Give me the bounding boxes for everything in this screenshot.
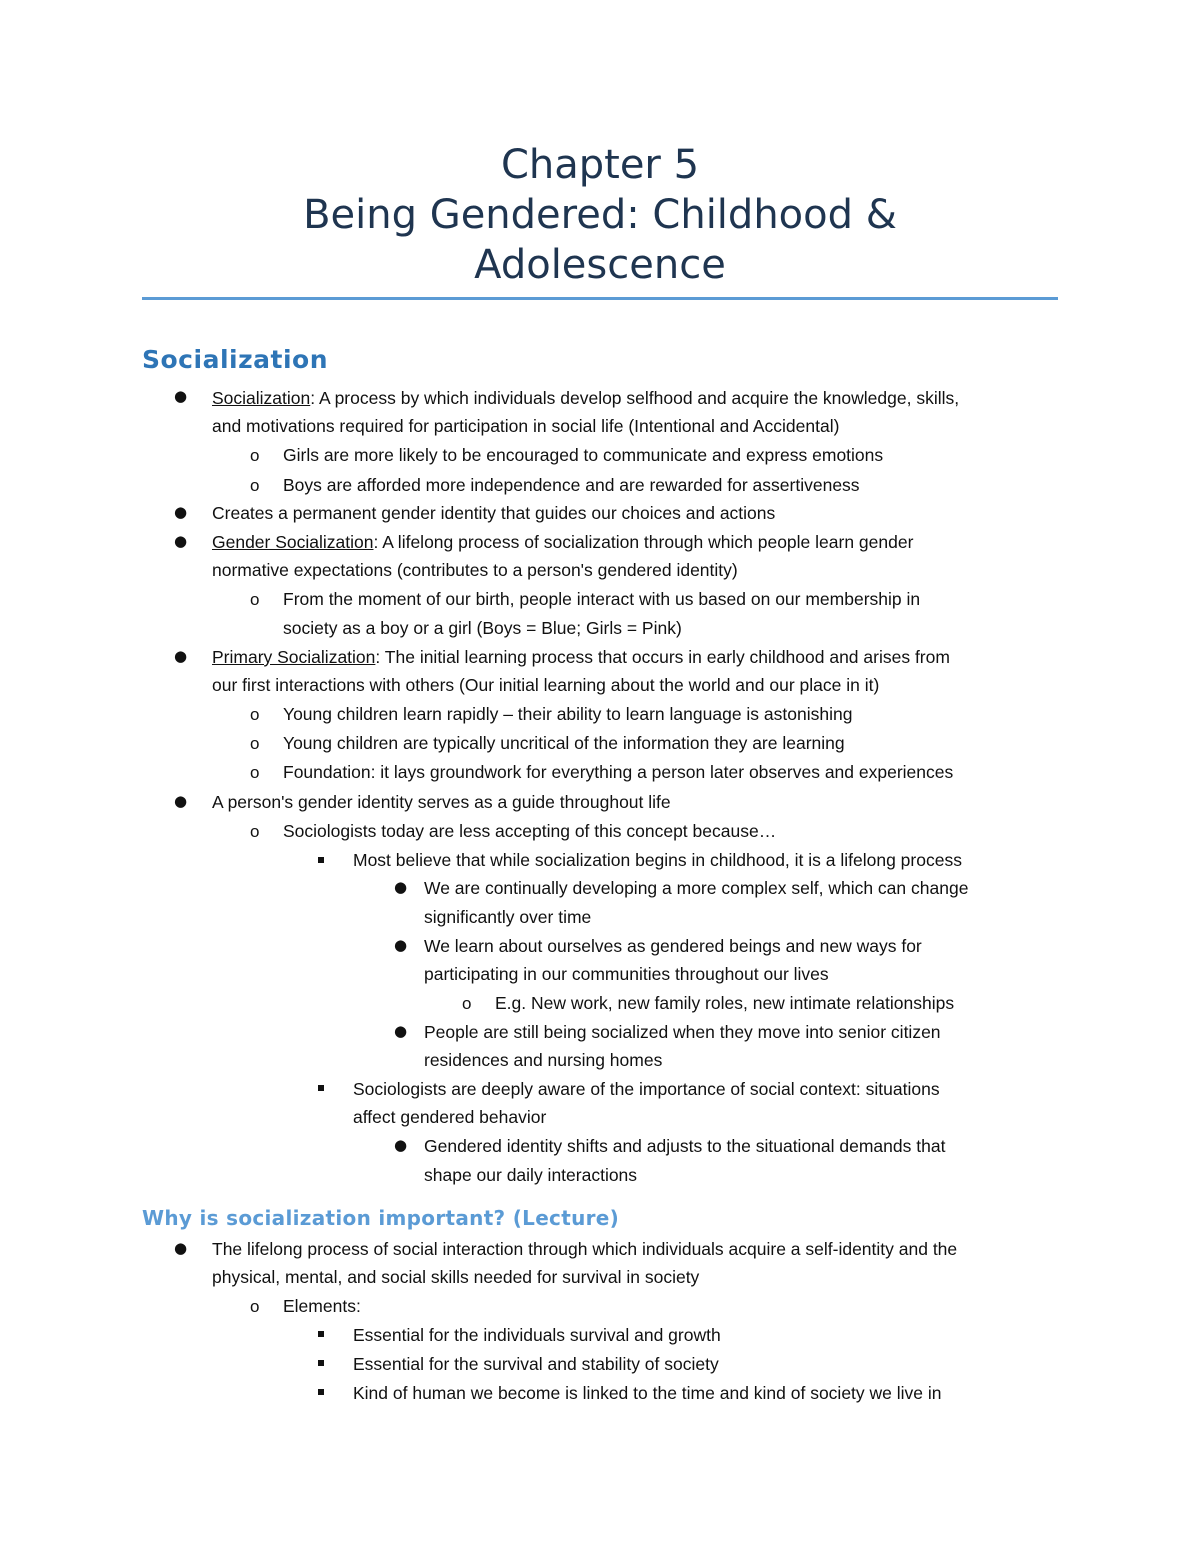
bullet-icon: ●	[174, 387, 188, 405]
circle-bullet-icon: o	[250, 476, 260, 495]
list-item: Boys are afforded more independence and are rewarded for assertiveness	[283, 475, 860, 495]
list-item: Elements:	[283, 1296, 361, 1316]
list-item: The lifelong process of social interaction through which individuals acquire a self-identity and the	[212, 1239, 958, 1259]
list-item-continued: our first interactions with others (Our initial learning about the world and our place in it)	[212, 675, 880, 695]
page-title-line2: Being Gendered: Childhood &	[303, 192, 897, 238]
circle-bullet-icon: o	[250, 763, 260, 782]
bullet-icon: ●	[394, 1022, 408, 1040]
term-label: Socialization	[212, 388, 311, 408]
list-item: E.g. New work, new family roles, new intimate relationships	[495, 993, 955, 1013]
list-item-continued: shape our daily interactions	[424, 1165, 638, 1185]
list-item-continued: participating in our communities throughout our lives	[424, 964, 829, 984]
list-item: A person's gender identity serves as a guide throughout life	[212, 792, 671, 812]
list-item: Kind of human we become is linked to the time and kind of society we live in	[353, 1383, 942, 1403]
list-item	[212, 386, 959, 410]
list-item-continued: society as a boy or a girl (Boys = Blue; Girls = Pink)	[283, 618, 682, 638]
list-item-continued: normative expectations (contributes to a person's gendered identity)	[212, 560, 738, 580]
list-item: Sociologists are deeply aware of the importance of social context: situations	[353, 1079, 940, 1099]
list-item-text: : A process by which individuals develop selfhood and acquire the knowledge, skills,	[310, 388, 960, 408]
list-item-continued: affect gendered behavior	[353, 1107, 547, 1127]
list-item: Most believe that while socialization begins in childhood, it is a lifelong process	[353, 850, 962, 870]
page-title-line3: Adolescence	[474, 242, 726, 288]
list-item-continued: physical, mental, and social skills needed for survival in society	[212, 1267, 700, 1287]
circle-bullet-icon: o	[250, 1297, 260, 1316]
list-item: We learn about ourselves as gendered beings and new ways for	[424, 936, 922, 956]
list-item: Young children are typically uncritical of the information they are learning	[283, 733, 845, 753]
list-item: Young children learn rapidly – their ability to learn language is astonishing	[283, 704, 853, 724]
term-label: Gender Socialization	[212, 532, 374, 552]
list-item-continued: residences and nursing homes	[424, 1050, 663, 1070]
list-item	[212, 530, 913, 554]
list-item: Essential for the individuals survival and growth	[353, 1325, 721, 1345]
bullet-icon: ●	[174, 503, 188, 521]
square-bullet-icon	[318, 1389, 324, 1395]
bullet-icon: ●	[174, 532, 188, 550]
bullet-icon: ●	[394, 936, 408, 954]
list-item-text: : The initial learning process that occurs in early childhood and arises from	[375, 647, 950, 667]
list-item-text: : A lifelong process of socialization through which people learn gender	[373, 532, 914, 552]
circle-bullet-icon: o	[462, 994, 472, 1013]
page-title-chapter: Chapter 5	[500, 142, 700, 188]
list-item	[212, 645, 950, 669]
list-item: From the moment of our birth, people interact with us based on our membership in	[283, 589, 921, 609]
list-item: Essential for the survival and stability of society	[353, 1354, 719, 1374]
circle-bullet-icon: o	[250, 590, 260, 609]
bullet-icon: ●	[394, 878, 408, 896]
square-bullet-icon	[318, 1331, 324, 1337]
section-heading-why-important: Why is socialization important? (Lecture)	[142, 1206, 620, 1230]
circle-bullet-icon: o	[250, 705, 260, 724]
list-item: Gendered identity shifts and adjusts to the situational demands that	[424, 1136, 946, 1156]
list-item: We are continually developing a more complex self, which can change	[424, 878, 969, 898]
term-label: Primary Socialization	[212, 647, 376, 667]
bullet-icon: ●	[394, 1136, 408, 1154]
list-item: People are still being socialized when they move into senior citizen	[424, 1022, 941, 1042]
square-bullet-icon	[318, 857, 324, 863]
list-item-continued: significantly over time	[424, 907, 592, 927]
title-divider	[142, 297, 1058, 300]
circle-bullet-icon: o	[250, 734, 260, 753]
list-item: Girls are more likely to be encouraged to communicate and express emotions	[283, 445, 884, 465]
bullet-icon: ●	[174, 792, 188, 810]
list-item: Sociologists today are less accepting of this concept because…	[283, 821, 777, 841]
list-item: Creates a permanent gender identity that guides our choices and actions	[212, 503, 776, 523]
square-bullet-icon	[318, 1085, 324, 1091]
square-bullet-icon	[318, 1360, 324, 1366]
circle-bullet-icon: o	[250, 446, 260, 465]
bullet-icon: ●	[174, 647, 188, 665]
list-item-continued: and motivations required for participation in social life (Intentional and Accidental)	[212, 416, 840, 436]
circle-bullet-icon: o	[250, 822, 260, 841]
section-heading-socialization: Socialization	[142, 345, 328, 374]
list-item: Foundation: it lays groundwork for everything a person later observes and experiences	[283, 762, 954, 782]
bullet-icon: ●	[174, 1239, 188, 1257]
